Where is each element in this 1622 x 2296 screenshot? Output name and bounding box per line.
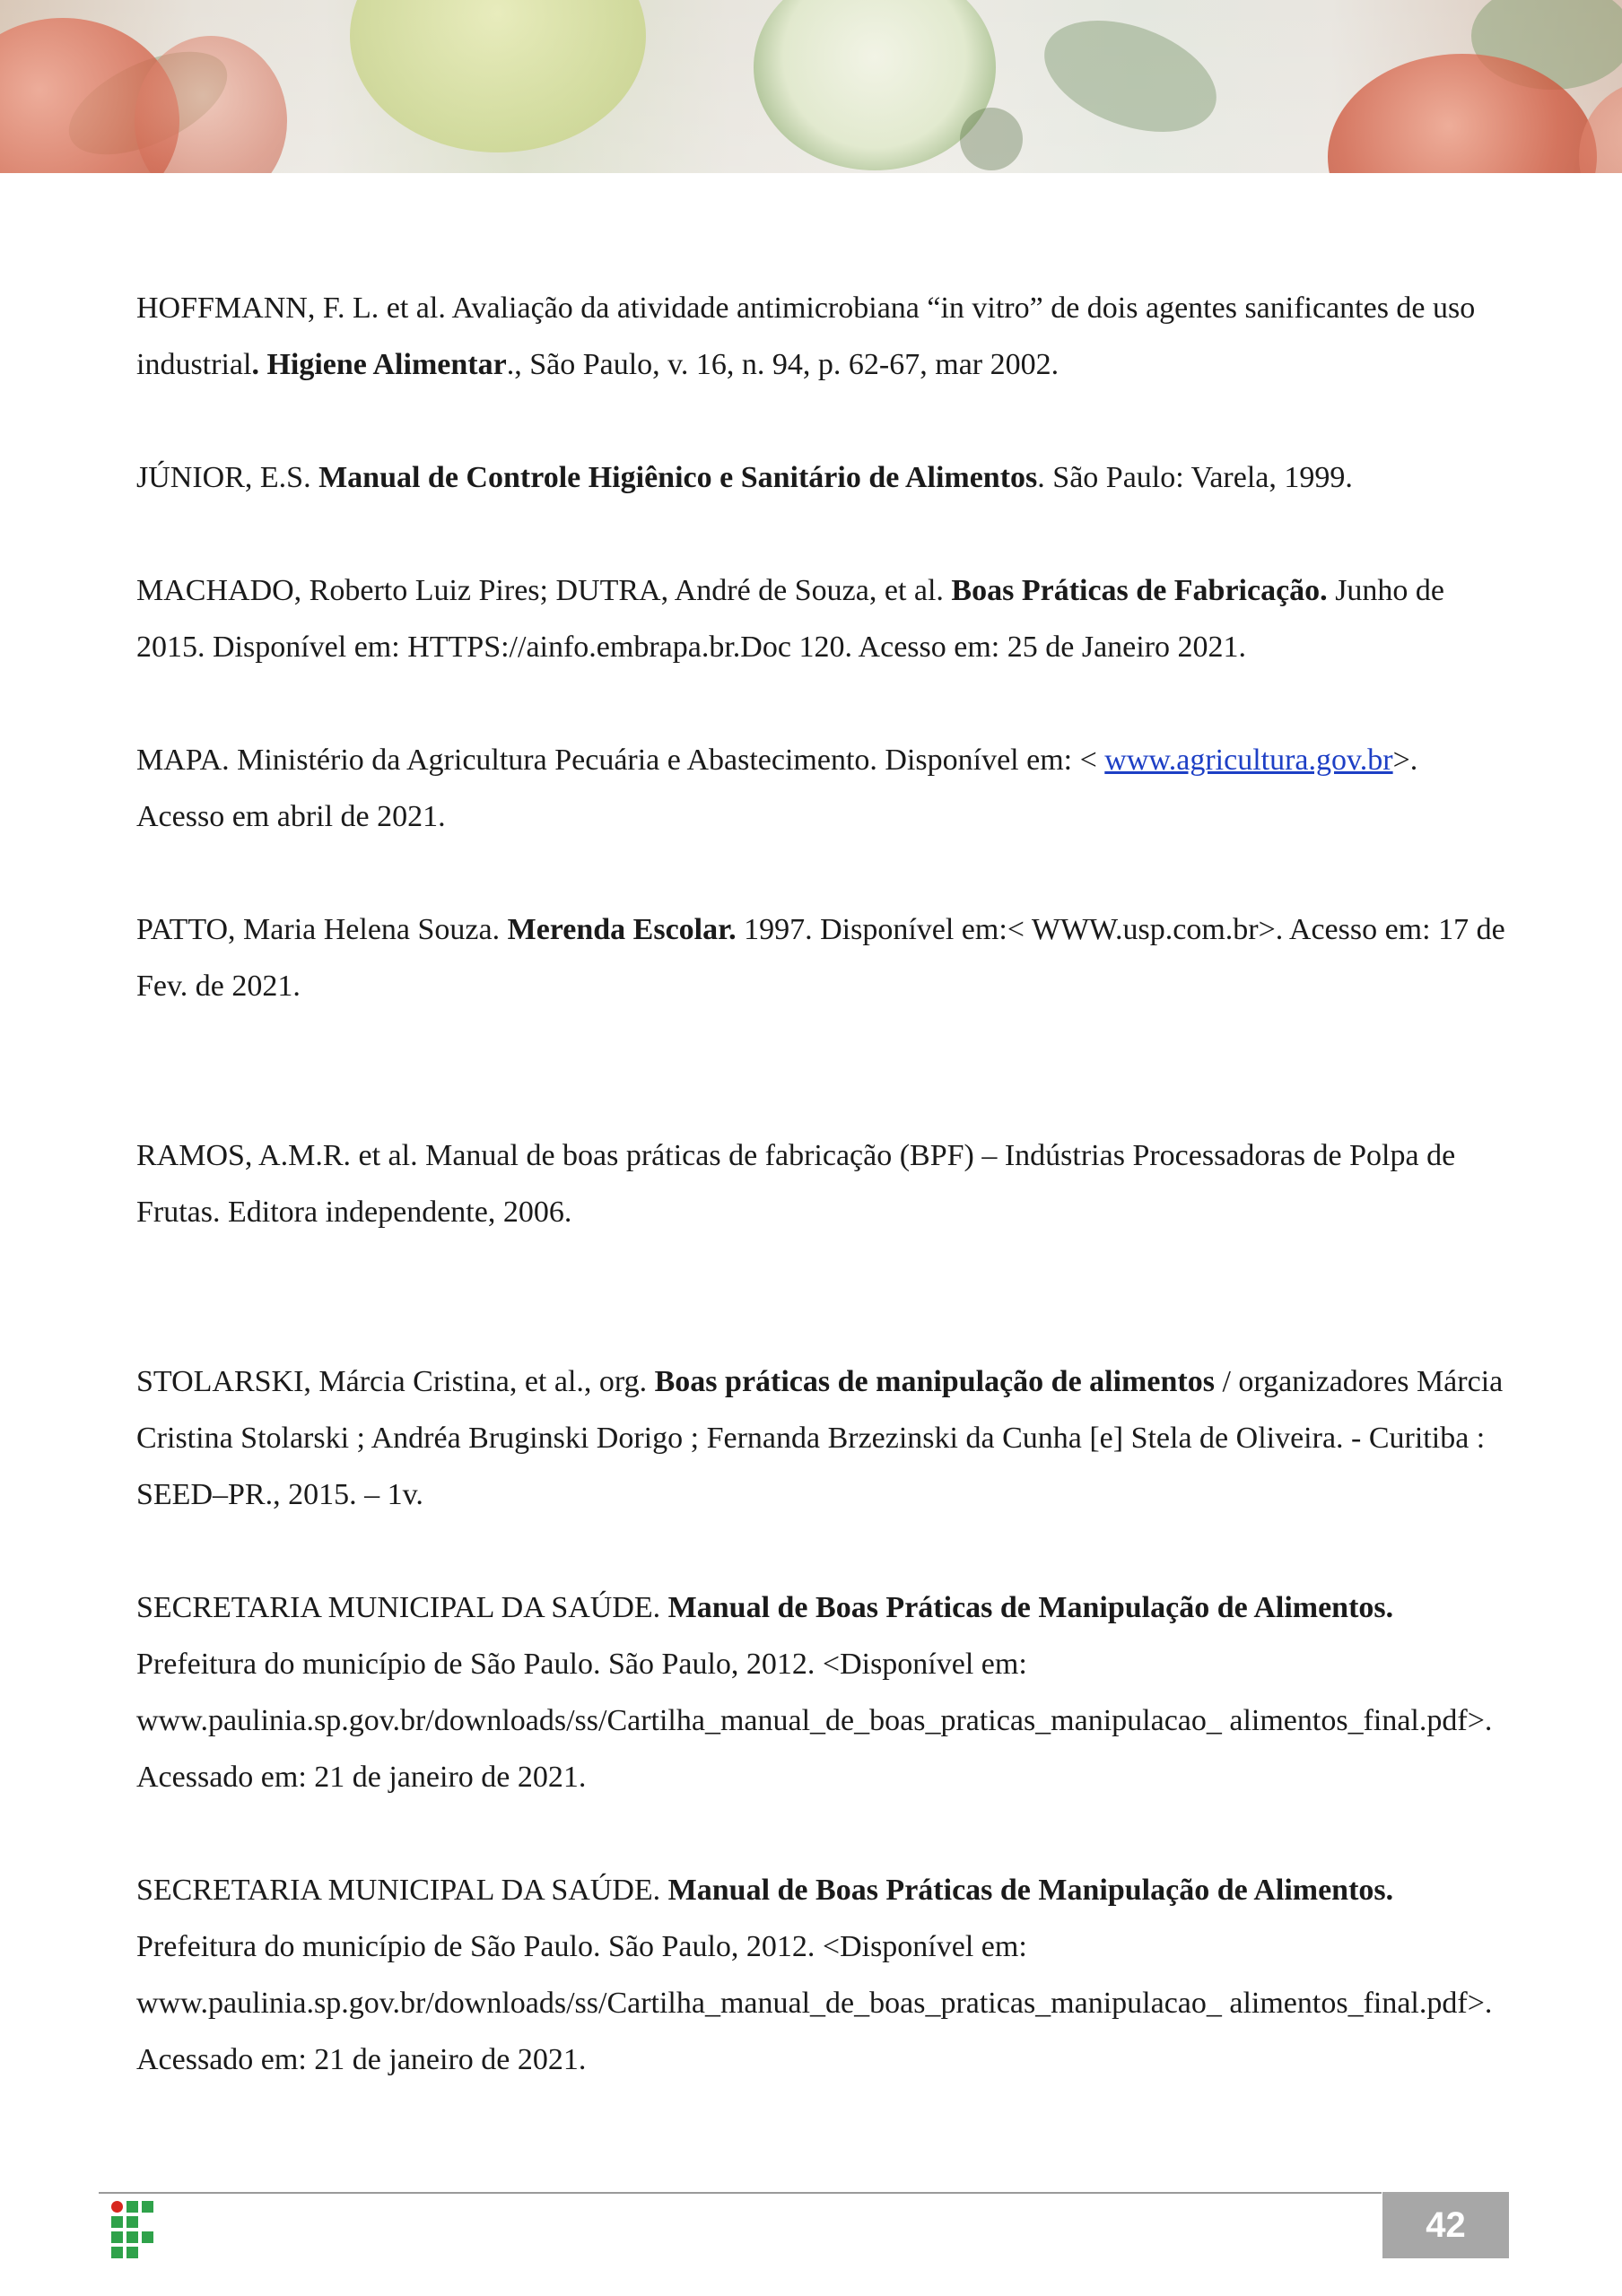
reference-text: HOFFMANN, F. L. et al. Avaliação da atividade antimicrobiana “in vitro” de dois agentes sanificantes de uso industrial bbox=[136, 291, 1476, 381]
reference-title: . Higiene Alimentar bbox=[251, 348, 507, 381]
reference-text: MACHADO, Roberto Luiz Pires; DUTRA, André de Souza, et al. bbox=[136, 574, 952, 607]
reference-entry bbox=[136, 1579, 1509, 1805]
references-list bbox=[136, 280, 1509, 2088]
reference-text: Junho de 2015. Disponível em: HTTPS://ainfo.embrapa.br.Doc 120. Acesso em: 25 de Janeiro 2021. bbox=[136, 574, 1445, 664]
tomato-shape bbox=[1579, 81, 1622, 173]
reference-text: 1997. Disponível em:< WWW.usp.com.br>. Acesso em: 17 de Fev. de 2021. bbox=[136, 913, 1505, 1003]
reference-text: JÚNIOR, E.S. bbox=[136, 461, 319, 494]
reference-entry bbox=[136, 1353, 1509, 1523]
apple-shape bbox=[350, 0, 646, 152]
reference-entry bbox=[136, 1127, 1509, 1240]
reference-text: ., São Paulo, v. 16, n. 94, p. 62-67, mar 2002. bbox=[506, 348, 1060, 381]
page-number: 42 bbox=[1382, 2192, 1509, 2258]
reference-title: Manual de Boas Práticas de Manipulação de Alimentos. bbox=[667, 1874, 1394, 1907]
reference-entry bbox=[136, 280, 1509, 393]
reference-entry bbox=[136, 732, 1509, 845]
reference-text: MAPA. Ministério da Agricultura Pecuária e Abastecimento. Disponível em: < bbox=[136, 744, 1105, 777]
reference-title: Boas Práticas de Fabricação. bbox=[951, 574, 1328, 607]
reference-text: STOLARSKI, Márcia Cristina, et al., org. bbox=[136, 1365, 655, 1398]
reference-text: / organizadores Márcia Cristina Stolarski ; Andréa Bruginski Dorigo ; Fernanda Brzezinski da Cunha [e] Stela de Oliveira. - Curitiba : SEED–PR., 2015. – 1v. bbox=[136, 1365, 1504, 1511]
reference-text: Prefeitura do município de São Paulo. São Paulo, 2012. <Disponível em: www.paulinia.sp.gov.br/downloads/ss/Cartilha_manual_de_boas_praticas_manipulacao_ alimentos_final.pdf>. Acessado em: 21 de janeiro de 2021. bbox=[136, 1930, 1493, 2076]
reference-entry bbox=[136, 1862, 1509, 2088]
reference-text: PATTO, Maria Helena Souza. bbox=[136, 913, 508, 946]
institution-logo-icon bbox=[111, 2201, 158, 2260]
reference-entry bbox=[136, 562, 1509, 675]
reference-title: Manual de Controle Higiênico e Sanitário de Alimentos bbox=[318, 461, 1038, 494]
reference-text: SECRETARIA MUNICIPAL DA SAÚDE. bbox=[136, 1874, 668, 1907]
reference-title: Manual de Boas Práticas de Manipulação de Alimentos. bbox=[667, 1591, 1394, 1624]
header-banner-image bbox=[0, 0, 1622, 173]
reference-text: RAMOS, A.M.R. et al. Manual de boas práticas de fabricação (BPF) – Indústrias Processadoras de Polpa de Frutas. Editora independente, 2006. bbox=[136, 1139, 1456, 1229]
reference-text: SECRETARIA MUNICIPAL DA SAÚDE. bbox=[136, 1591, 668, 1624]
footer-divider bbox=[99, 2192, 1382, 2194]
cucumber-shape bbox=[754, 0, 996, 170]
reference-text: >. Acesso em abril de 2021. bbox=[136, 744, 1418, 833]
reference-entry bbox=[136, 449, 1509, 506]
logo-red-dot bbox=[111, 2201, 123, 2213]
leaf-shape bbox=[1029, 0, 1232, 153]
reference-title: Merenda Escolar. bbox=[507, 913, 737, 946]
herb-shape bbox=[960, 108, 1023, 170]
reference-title: Boas práticas de manipulação de alimentos bbox=[654, 1365, 1215, 1398]
reference-entry bbox=[136, 901, 1509, 1014]
agricultura-link[interactable]: www.agricultura.gov.br bbox=[1104, 744, 1393, 777]
reference-text: . São Paulo: Varela, 1999. bbox=[1037, 461, 1353, 494]
reference-text: Prefeitura do município de São Paulo. São Paulo, 2012. <Disponível em: www.paulinia.sp.gov.br/downloads/ss/Cartilha_manual_de_boas_praticas_manipulacao_ alimentos_final.pdf>. Acessado em: 21 de janeiro de 2021. bbox=[136, 1648, 1493, 1794]
